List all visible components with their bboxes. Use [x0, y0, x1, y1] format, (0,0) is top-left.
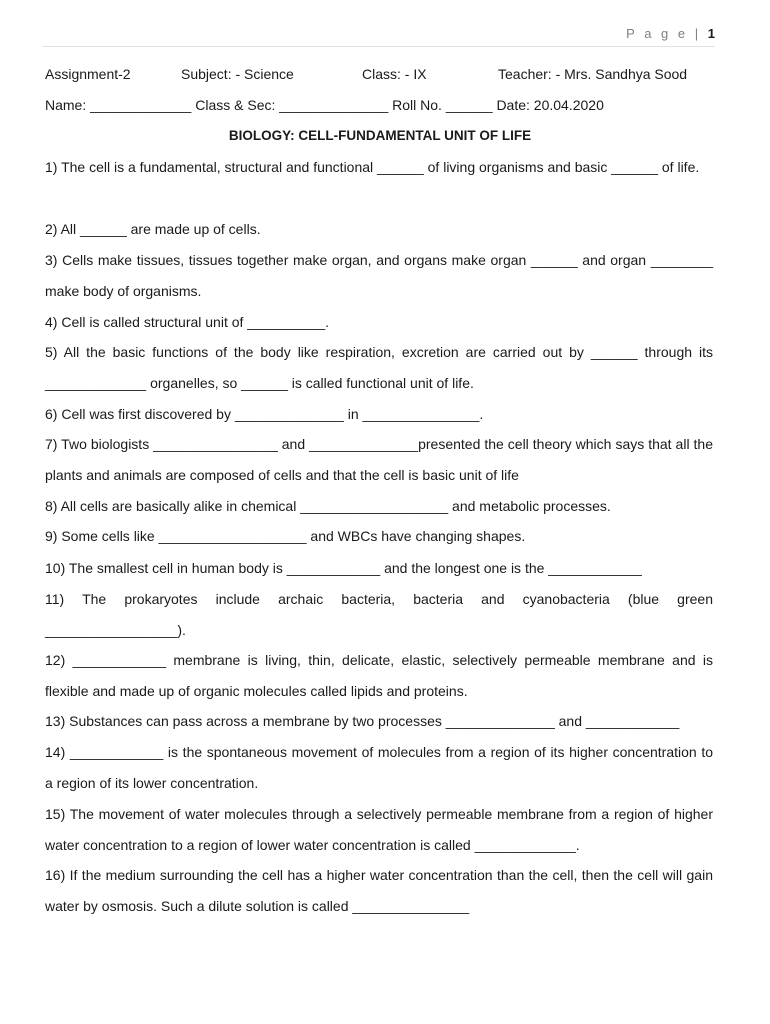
assignment-info-row [45, 66, 715, 86]
page-header [42, 26, 715, 47]
question-2: 2) All ______ are made up of cells. [45, 221, 261, 237]
page-number: 1 [707, 26, 715, 41]
question-15: 15) The movement of water molecules through a selectively permeable membrane from a region of higher water concentration to a region of lower water concentration is called _____________. [45, 806, 713, 853]
question-7: 7) Two biologists ________________ and ______________presented the cell theory which says that all the plants and animals are composed of cells and that the cell is basic unit of life [45, 436, 713, 483]
question-8: 8) All cells are basically alike in chemical ___________________ and metabolic processes. [45, 498, 611, 514]
page-separator: | [694, 26, 702, 41]
question-4: 4) Cell is called structural unit of __________. [45, 314, 330, 330]
question-9: 9) Some cells like ___________________ and WBCs have changing shapes. [45, 528, 526, 544]
question-13: 13) Substances can pass across a membrane by two processes ______________ and ____________ [45, 713, 680, 729]
subject-label: Subject: - Science [181, 66, 294, 82]
question-16: 16) If the medium surrounding the cell has a higher water concentration than the cell, then the cell will gain water by osmosis. Such a dilute solution is called _______________ [45, 867, 713, 914]
question-14: 14) ____________ is the spontaneous movement of molecules from a region of its higher concentration to a region of its lower concentration. [45, 744, 713, 791]
question-5: 5) All the basic functions of the body like respiration, excretion are carried out by ______ through its _____________ organelles, so ______ is called functional unit of life. [45, 344, 713, 391]
question-10: 10) The smallest cell in human body is ____________ and the longest one is the ____________ [45, 560, 642, 576]
question-3: 3) Cells make tissues, tissues together make organ, and organs make organ ______ and organ ________ make body of organisms. [45, 252, 713, 299]
assignment-label: Assignment-2 [45, 66, 131, 82]
question-11: 11) The prokaryotes include archaic bacteria, bacteria and cyanobacteria (blue green _________________). [45, 591, 713, 638]
question-1: 1) The cell is a fundamental, structural and functional ______ of living organisms and basic ______ of life. [45, 159, 700, 175]
question-12: 12) ____________ membrane is living, thin, delicate, elastic, selectively permeable membrane and is flexible and made up of organic molecules called lipids and proteins. [45, 652, 713, 699]
teacher-label: Teacher: - Mrs. Sandhya Sood [498, 66, 688, 82]
question-6: 6) Cell was first discovered by ______________ in _______________. [45, 406, 484, 422]
student-info-row: Name: _____________ Class & Sec: ______________ Roll No. ______ Date: 20.04.2020 [45, 97, 604, 113]
page-label: P a g e [626, 26, 689, 41]
worksheet-title: BIOLOGY: CELL-FUNDAMENTAL UNIT OF LIFE [228, 128, 532, 143]
class-label: Class: - IX [362, 66, 427, 82]
